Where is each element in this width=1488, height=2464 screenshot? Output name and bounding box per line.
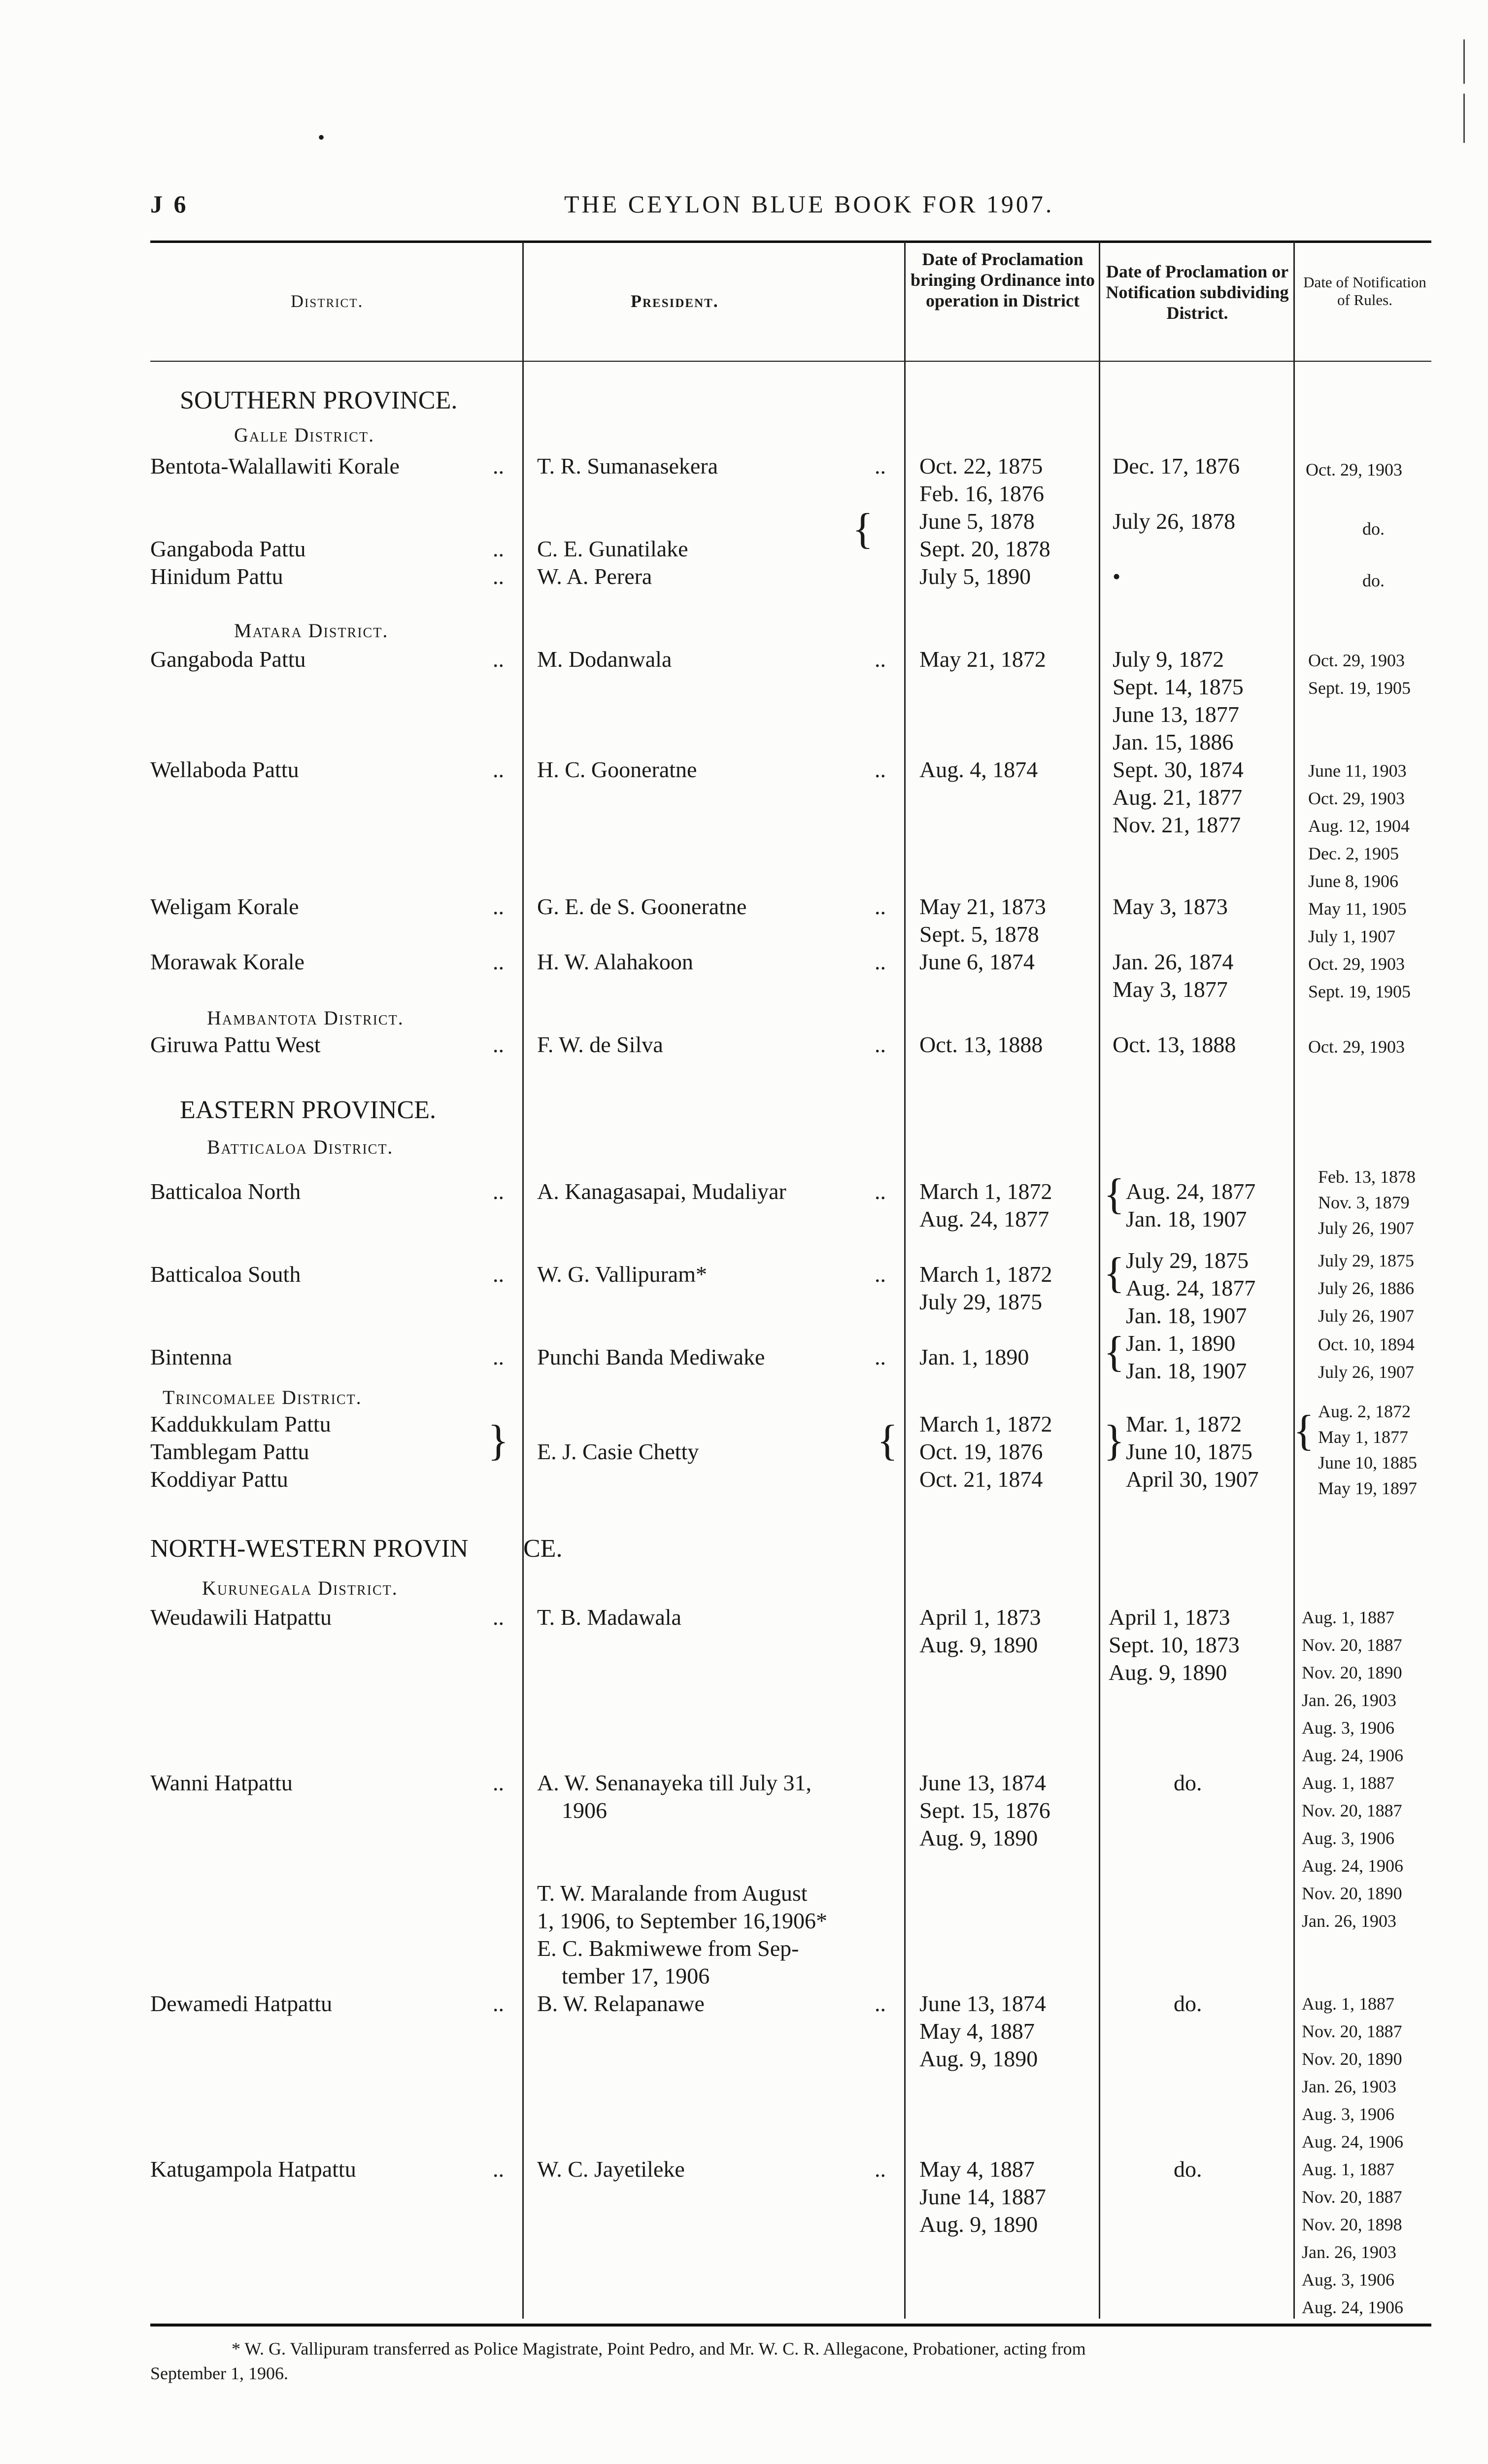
district-name: Wanni Hatpattu: [150, 1770, 293, 1795]
ordinance-date: July 29, 1875: [919, 1289, 1043, 1314]
subdividing-mark: •: [1113, 564, 1121, 589]
rules-date: Nov. 20, 1890: [1302, 1883, 1402, 1903]
president-name: B. W. Relapanawe: [537, 1991, 705, 2016]
rules-date: Aug. 24, 1906: [1302, 1745, 1403, 1765]
president-name: Punchi Banda Mediwake: [537, 1344, 765, 1369]
leader-dots: ..: [493, 453, 504, 479]
rules-date: Oct. 29, 1903: [1306, 460, 1402, 479]
leader-dots: ..: [875, 1344, 886, 1369]
leader-dots: ..: [875, 757, 886, 782]
president-name: 1906: [562, 1798, 607, 1823]
president-name: M. Dodanwala: [537, 647, 672, 672]
ordinance-date: Oct. 21, 1874: [919, 1467, 1043, 1492]
rules-date: Nov. 20, 1898: [1302, 2215, 1402, 2234]
ordinance-date: May 4, 1887: [919, 2156, 1035, 2182]
subsection-trincomalee-district: Trincomalee District.: [163, 1386, 362, 1408]
subdividing-date: April 1, 1873: [1109, 1605, 1230, 1630]
subdividing-ditto: do.: [1174, 1991, 1202, 2016]
leader-dots: ..: [493, 1262, 504, 1287]
leader-dots: ..: [875, 453, 886, 479]
rules-date: Oct. 29, 1903: [1308, 954, 1405, 974]
column-divider: [904, 241, 906, 2319]
rules-date: Feb. 13, 1878: [1318, 1167, 1416, 1187]
rules-date: July 1, 1907: [1308, 926, 1396, 946]
subdividing-ditto: do.: [1174, 1770, 1202, 1795]
rules-date: Jan. 26, 1903: [1302, 2077, 1396, 2096]
rules-date: Oct. 29, 1903: [1308, 788, 1405, 808]
ordinance-date: Jan. 1, 1890: [919, 1344, 1029, 1369]
district-name: Batticaloa North: [150, 1179, 301, 1204]
rules-ditto: do.: [1362, 519, 1385, 539]
ordinance-date: April 1, 1873: [919, 1605, 1041, 1630]
district-name: Batticaloa South: [150, 1262, 301, 1287]
ordinance-date: July 5, 1890: [919, 564, 1031, 589]
ordinance-date: June 5, 1878: [919, 509, 1035, 534]
subsection-hambantota-district: Hambantota District.: [207, 1007, 404, 1029]
ordinance-date: Aug. 24, 1877: [919, 1206, 1049, 1232]
president-name: W. G. Vallipuram*: [537, 1262, 707, 1287]
subdividing-date: Sept. 30, 1874: [1113, 757, 1244, 782]
district-name: Bentota-Walallawiti Korale: [150, 453, 400, 479]
footnote-line-1: * W. G. Vallipuram transferred as Police Magistrate, Point Pedro, and Mr. W. C. R. Allegacone, Probationer, acting from: [232, 2339, 1086, 2359]
column-divider: [1293, 241, 1295, 2319]
leader-dots: ..: [875, 1179, 886, 1204]
subsection-matara-district: Matara District.: [234, 619, 389, 642]
header-subdividing: Date of Proclamation or Notification subdividing District.: [1106, 262, 1289, 323]
subdividing-date: Aug. 24, 1877: [1126, 1179, 1256, 1204]
ordinance-date: March 1, 1872: [919, 1262, 1052, 1287]
section-southern-province: SOUTHERN PROVINCE.: [180, 386, 458, 414]
district-name: Wellaboda Pattu: [150, 757, 299, 782]
district-name: Dewamedi Hatpattu: [150, 1991, 333, 2016]
right-brace: }: [488, 1417, 509, 1465]
left-brace: {: [1293, 1407, 1315, 1455]
header-district: District.: [291, 291, 364, 311]
rules-date: Jan. 26, 1903: [1302, 1911, 1396, 1931]
rules-date: Aug. 3, 1906: [1302, 1828, 1394, 1848]
rules-date: Jan. 26, 1903: [1302, 2242, 1396, 2262]
subdividing-date: Aug. 9, 1890: [1109, 1660, 1227, 1685]
president-name: E. J. Casie Chetty: [537, 1439, 699, 1464]
rules-date: Oct. 29, 1903: [1308, 650, 1405, 670]
ordinance-date: June 14, 1887: [919, 2184, 1046, 2209]
left-brace: {: [852, 505, 874, 553]
rules-date: Aug. 3, 1906: [1302, 2270, 1394, 2290]
column-divider: [1099, 241, 1100, 2319]
rules-date: Jan. 26, 1903: [1302, 1690, 1396, 1710]
rules-date: Aug. 1, 1887: [1302, 1773, 1394, 1793]
president-name: 1, 1906, to September 16,1906*: [537, 1908, 827, 1933]
header-rules: Date of Notification of Rules.: [1303, 274, 1426, 308]
ordinance-date: Aug. 9, 1890: [919, 1825, 1038, 1850]
rules-date: Oct. 29, 1903: [1308, 1037, 1405, 1057]
subdividing-date: Jan. 1, 1890: [1126, 1331, 1236, 1356]
ordinance-date: Oct. 19, 1876: [919, 1439, 1043, 1464]
left-brace: {: [1104, 1328, 1125, 1376]
section-eastern-province: EASTERN PROVINCE.: [180, 1096, 437, 1124]
scan-edge-mark: [1463, 39, 1465, 84]
president-name: W. A. Perera: [537, 564, 652, 589]
rules-date: July 29, 1875: [1318, 1251, 1415, 1270]
leader-dots: ..: [493, 647, 504, 672]
subsection-batticaloa-district: Batticaloa District.: [207, 1136, 394, 1158]
rules-date: Aug. 2, 1872: [1318, 1402, 1411, 1421]
rules-date: Dec. 2, 1905: [1308, 844, 1399, 863]
subdividing-date: Aug. 24, 1877: [1126, 1275, 1256, 1300]
leader-dots: ..: [875, 949, 886, 974]
president-name: E. C. Bakmiwewe from Sep-: [537, 1936, 799, 1961]
leader-dots: ..: [493, 536, 504, 561]
president-name: H. C. Gooneratne: [537, 757, 697, 782]
rules-date: Nov. 20, 1887: [1302, 1801, 1402, 1820]
subdividing-date: Dec. 17, 1876: [1113, 453, 1240, 479]
subdividing-date: Sept. 14, 1875: [1113, 674, 1244, 699]
table-top-rule: [150, 240, 1431, 243]
subdividing-date: Sept. 10, 1873: [1109, 1632, 1240, 1657]
subdividing-date: Jan. 15, 1886: [1113, 729, 1234, 754]
subdividing-date: Oct. 13, 1888: [1113, 1032, 1236, 1057]
district-name: Weudawili Hatpattu: [150, 1605, 332, 1630]
leader-dots: ..: [493, 1179, 504, 1204]
ink-dot: •: [318, 126, 325, 148]
section-north-western-province: NORTH-WESTERN PROVIN: [150, 1535, 469, 1563]
subdividing-date: Jan. 26, 1874: [1113, 949, 1234, 974]
scan-edge-mark: [1463, 94, 1465, 143]
rules-date: Oct. 10, 1894: [1318, 1335, 1415, 1354]
ordinance-date: Aug. 9, 1890: [919, 2212, 1038, 2237]
right-brace: }: [1104, 1417, 1125, 1465]
subdividing-date: Mar. 1, 1872: [1126, 1411, 1242, 1437]
district-name: Hinidum Pattu: [150, 564, 283, 589]
rules-date: May 11, 1905: [1308, 899, 1407, 919]
rules-date: July 26, 1907: [1318, 1218, 1415, 1238]
header-bottom-rule: [150, 361, 1431, 362]
leader-dots: ..: [493, 2156, 504, 2182]
leader-dots: ..: [875, 1032, 886, 1057]
rules-date: Aug. 3, 1906: [1302, 2104, 1394, 2124]
leader-dots: ..: [493, 564, 504, 589]
rules-date: Sept. 19, 1905: [1308, 678, 1411, 698]
ordinance-date: June 13, 1874: [919, 1770, 1046, 1795]
ordinance-date: May 4, 1887: [919, 2019, 1035, 2044]
district-name: Gangaboda Pattu: [150, 647, 306, 672]
ordinance-date: March 1, 1872: [919, 1179, 1052, 1204]
rules-date: June 8, 1906: [1308, 871, 1398, 891]
ordinance-date: Aug. 9, 1890: [919, 2046, 1038, 2071]
ordinance-date: March 1, 1872: [919, 1411, 1052, 1437]
rules-date: Sept. 19, 1905: [1308, 982, 1411, 1001]
rules-date: Aug. 24, 1906: [1302, 1856, 1403, 1876]
ordinance-date: Feb. 16, 1876: [919, 481, 1044, 506]
president-name: C. E. Gunatilake: [537, 536, 688, 561]
president-name: T. B. Madawala: [537, 1605, 681, 1630]
header-ordinance: Date of Proclamation bringing Ordinance into operation in District: [910, 249, 1095, 310]
subdividing-date: June 10, 1875: [1126, 1439, 1252, 1464]
leader-dots: ..: [493, 894, 504, 919]
rules-date: Aug. 12, 1904: [1308, 816, 1410, 836]
subdividing-date: May 3, 1877: [1113, 977, 1228, 1002]
page-number: J 6: [150, 190, 189, 218]
header-president: President.: [631, 291, 719, 311]
ordinance-date: Aug. 9, 1890: [919, 1632, 1038, 1657]
subsection-kurunegala-district: Kurunegala District.: [202, 1577, 398, 1599]
rules-date: Aug. 24, 1906: [1302, 2132, 1403, 2152]
rules-ditto: do.: [1362, 571, 1385, 590]
ordinance-date: June 6, 1874: [919, 949, 1035, 974]
rules-date: July 26, 1907: [1318, 1362, 1415, 1382]
rules-date: Nov. 20, 1887: [1302, 2021, 1402, 2041]
rules-date: Aug. 3, 1906: [1302, 1718, 1394, 1738]
subdividing-date: Jan. 18, 1907: [1126, 1303, 1247, 1328]
leader-dots: ..: [493, 1032, 504, 1057]
rules-date: May 1, 1877: [1318, 1427, 1408, 1447]
column-divider: [522, 241, 524, 2319]
district-name: Koddiyar Pattu: [150, 1467, 288, 1492]
leader-dots: ..: [493, 1605, 504, 1630]
subdividing-date: May 3, 1873: [1113, 894, 1228, 919]
ordinance-date: Oct. 13, 1888: [919, 1032, 1043, 1057]
leader-dots: ..: [493, 1770, 504, 1795]
leader-dots: ..: [875, 894, 886, 919]
rules-date: June 10, 1885: [1318, 1453, 1417, 1472]
rules-date: Aug. 1, 1887: [1302, 2159, 1394, 2179]
district-name: Tamblegam Pattu: [150, 1439, 309, 1464]
rules-date: Nov. 3, 1879: [1318, 1193, 1410, 1212]
rules-date: May 19, 1897: [1318, 1478, 1417, 1498]
leader-dots: ..: [493, 1344, 504, 1369]
subdividing-date: July 26, 1878: [1113, 509, 1236, 534]
subdividing-date: July 29, 1875: [1126, 1248, 1249, 1273]
subsection-galle-district: Galle District.: [234, 424, 375, 446]
ordinance-date: Sept. 15, 1876: [919, 1798, 1050, 1823]
subdividing-date: June 13, 1877: [1113, 702, 1239, 727]
leader-dots: ..: [493, 757, 504, 782]
subdividing-date: Nov. 21, 1877: [1113, 812, 1241, 837]
president-name: T. R. Sumanasekera: [537, 453, 718, 479]
president-name: A. Kanagasapai, Mudaliyar: [537, 1179, 786, 1204]
ordinance-date: Sept. 5, 1878: [919, 922, 1039, 947]
president-name: F. W. de Silva: [537, 1032, 663, 1057]
president-name: H. W. Alahakoon: [537, 949, 693, 974]
rules-date: Nov. 20, 1887: [1302, 1635, 1402, 1655]
ordinance-date: Sept. 20, 1878: [919, 536, 1050, 561]
left-brace: {: [1104, 1170, 1125, 1218]
president-name: tember 17, 1906: [562, 1963, 710, 1988]
leader-dots: ..: [875, 1262, 886, 1287]
rules-date: Nov. 20, 1890: [1302, 1663, 1402, 1682]
subdividing-ditto: do.: [1174, 2156, 1202, 2182]
district-name: Bintenna: [150, 1344, 233, 1369]
rules-date: Aug. 24, 1906: [1302, 2297, 1403, 2317]
left-brace: {: [877, 1417, 898, 1465]
section-north-western-province-end: CE.: [523, 1535, 563, 1563]
district-name: Kaddukkulam Pattu: [150, 1411, 331, 1437]
district-name: Giruwa Pattu West: [150, 1032, 321, 1057]
district-name: Katugampola Hatpattu: [150, 2156, 356, 2182]
ordinance-date: May 21, 1872: [919, 647, 1046, 672]
subdividing-date: Jan. 18, 1907: [1126, 1206, 1247, 1232]
rules-date: Aug. 1, 1887: [1302, 1608, 1394, 1627]
rules-date: July 26, 1886: [1318, 1278, 1415, 1298]
rules-date: Nov. 20, 1887: [1302, 2187, 1402, 2207]
leader-dots: ..: [493, 949, 504, 974]
footnote-line-2: September 1, 1906.: [150, 2363, 288, 2383]
president-name: G. E. de S. Gooneratne: [537, 894, 747, 919]
leader-dots: ..: [493, 1991, 504, 2016]
subdividing-date: Aug. 21, 1877: [1113, 785, 1243, 810]
subdividing-date: July 9, 1872: [1113, 647, 1224, 672]
leader-dots: ..: [875, 2156, 886, 2182]
ordinance-date: May 21, 1873: [919, 894, 1046, 919]
left-brace: {: [1104, 1249, 1125, 1297]
ordinance-date: Oct. 22, 1875: [919, 453, 1043, 479]
president-name: W. C. Jayetileke: [537, 2156, 685, 2182]
rules-date: Aug. 1, 1887: [1302, 1994, 1394, 2014]
president-name: A. W. Senanayeka till July 31,: [537, 1770, 812, 1795]
rules-date: Nov. 20, 1890: [1302, 2049, 1402, 2069]
subdividing-date: April 30, 1907: [1126, 1467, 1259, 1492]
rules-date: July 26, 1907: [1318, 1306, 1415, 1326]
district-name: Morawak Korale: [150, 949, 304, 974]
president-name: T. W. Maralande from August: [537, 1881, 808, 1906]
rules-date: June 11, 1903: [1308, 761, 1407, 781]
district-name: Gangaboda Pattu: [150, 536, 306, 561]
subdividing-date: Jan. 18, 1907: [1126, 1358, 1247, 1383]
leader-dots: ..: [875, 1991, 886, 2016]
table-bottom-rule: [150, 2324, 1431, 2327]
leader-dots: ..: [875, 647, 886, 672]
page-title: THE CEYLON BLUE BOOK FOR 1907.: [564, 190, 1054, 218]
district-name: Weligam Korale: [150, 894, 299, 919]
ordinance-date: Aug. 4, 1874: [919, 757, 1038, 782]
ordinance-date: June 13, 1874: [919, 1991, 1046, 2016]
